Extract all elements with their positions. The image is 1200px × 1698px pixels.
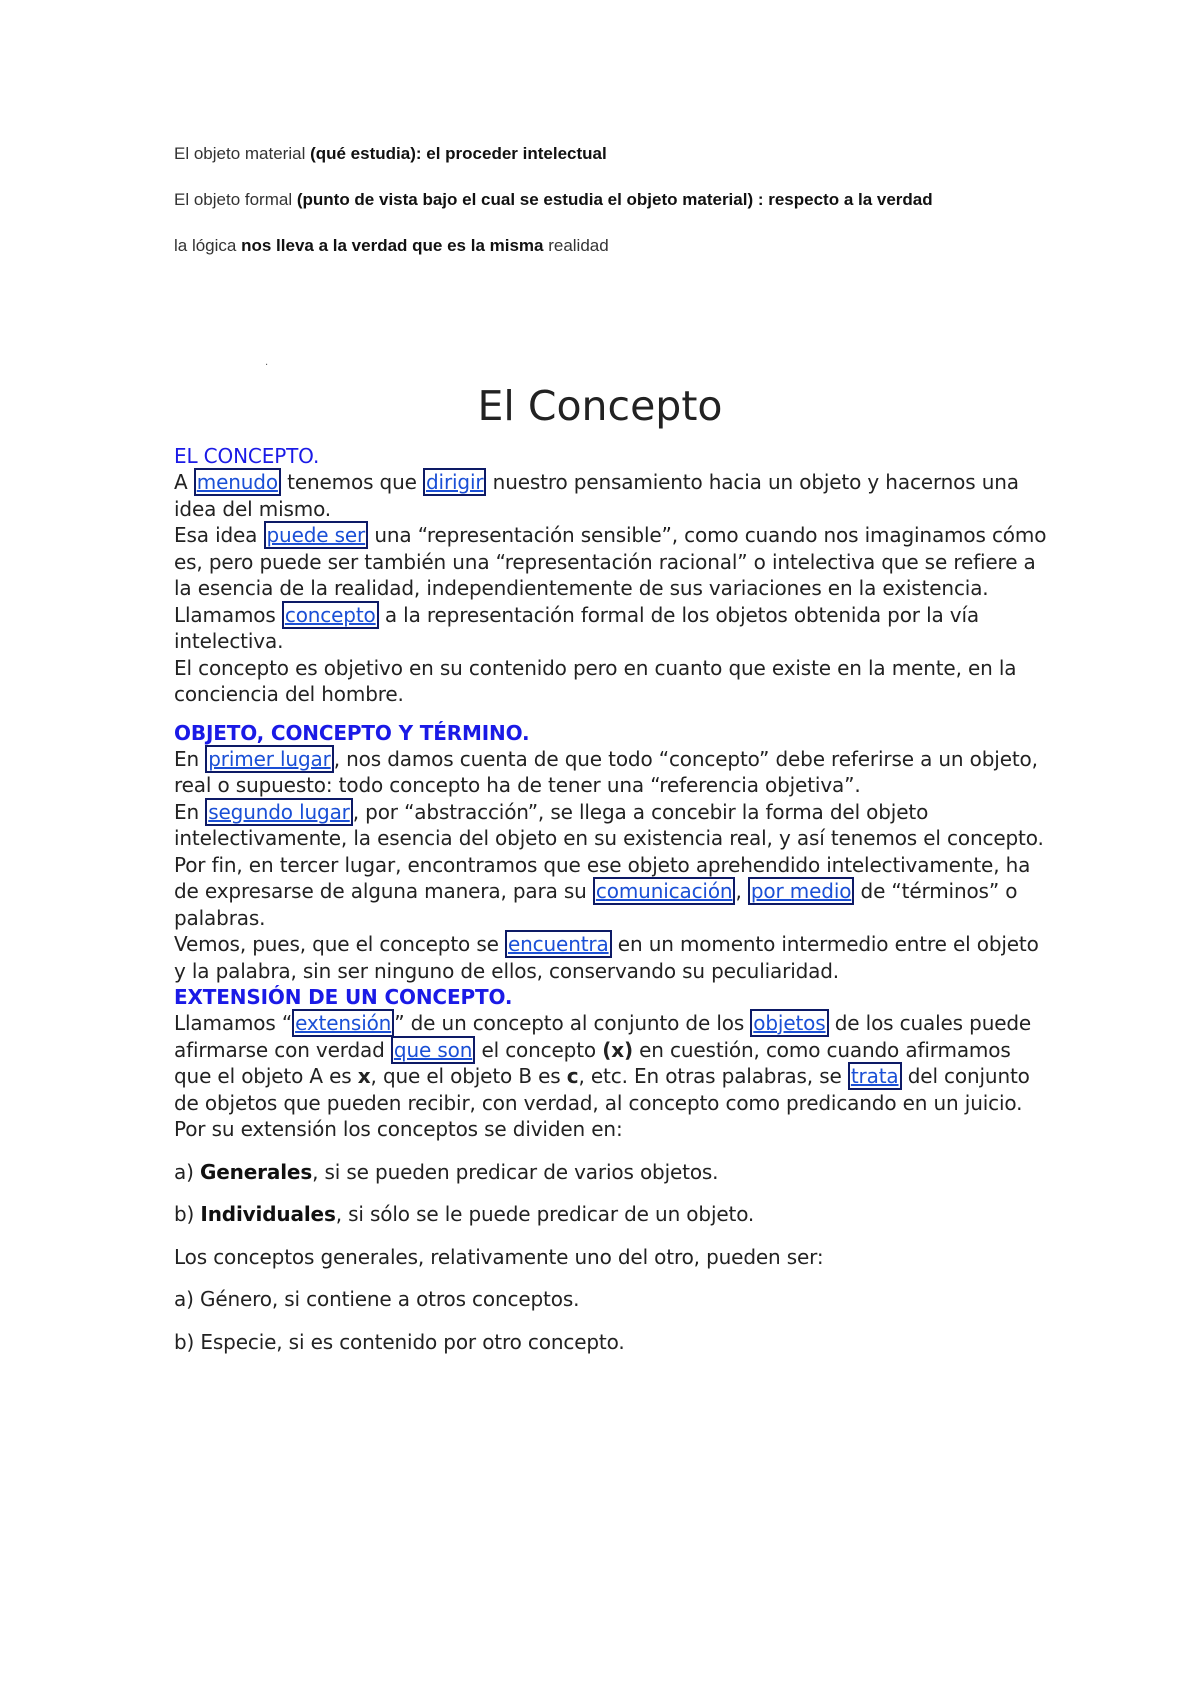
link-segundo-lugar[interactable]: segundo lugar: [205, 798, 353, 826]
paragraph: Llamamos concepto a la representación formal de los objetos obtenida por la vía intelectiva.: [174, 602, 979, 653]
list-item: a) Género, si contiene a otros conceptos.: [174, 1287, 580, 1311]
heading-objeto-concepto-termino: OBJETO, CONCEPTO Y TÉRMINO.: [174, 720, 530, 745]
link-extension[interactable]: extensión: [292, 1009, 394, 1037]
paragraph: A menudo tenemos que dirigir nuestro pensamiento hacia un objeto y hacernos una idea del mismo.: [174, 470, 1019, 521]
paragraph: En primer lugar , nos damos cuenta de que todo “concepto” debe referirse a un objeto, real o supuesto: todo concepto ha de tener una “referencia objetiva”.: [174, 746, 1038, 797]
paragraph: Por fin, en tercer lugar, encontramos que ese objeto aprehendido intelectivamente, ha de expresarse de alguna manera, para su comunicación , por medio de “términos” o palabras.: [174, 852, 1031, 930]
link-por-medio[interactable]: por medio: [748, 877, 854, 905]
intro-line-material: El objeto material (qué estudia): el proceder intelectual: [174, 144, 607, 163]
link-primer-lugar[interactable]: primer lugar: [205, 745, 333, 773]
link-objetos[interactable]: objetos: [750, 1009, 828, 1037]
list-item: a) Generales, si se pueden predicar de varios objetos.: [174, 1159, 719, 1184]
stray-dot: ·: [265, 360, 269, 371]
heading-extension: EXTENSIÓN DE UN CONCEPTO.: [174, 985, 513, 1009]
page-title: El Concepto: [477, 382, 723, 430]
list-item: Los conceptos generales, relativamente uno del otro, pueden ser:: [174, 1244, 824, 1269]
article-body: [174, 443, 1054, 1371]
paragraph: En segundo lugar , por “abstracción”, se llega a concebir la forma del objeto intelectivamente, la esencia del objeto en su existencia real, y así tenemos el concepto.: [174, 799, 1044, 850]
paragraph: Llamamos “ extensión ” de un concepto al conjunto de los objetos de los cuales puede afirmarse con verdad que son el concepto (x) en cuestión, como cuando afirmamos que el objeto A es x, que el objeto B es c, etc. En otras palabras, se trata del conjunto de objetos que pueden recibir, con verdad, al concepto como predicando en un juicio.: [174, 1011, 1032, 1115]
intro-line-formal: El objeto formal (punto de vista bajo el cual se estudia el objeto material) : respecto a la verdad: [174, 190, 933, 209]
paragraph: Vemos, pues, que el concepto se encuentra en un momento intermedio entre el objeto y la palabra, sin ser ninguno de ellos, conservando su peculiaridad.: [174, 932, 1039, 983]
link-dirigir[interactable]: dirigir: [423, 468, 486, 496]
link-encuentra[interactable]: encuentra: [505, 930, 612, 958]
link-puede-ser[interactable]: puede ser: [264, 521, 369, 549]
paragraph: El concepto es objetivo en su contenido pero en cuanto que existe en la mente, en la conciencia del hombre.: [174, 655, 1017, 706]
link-concepto[interactable]: concepto: [282, 601, 379, 629]
intro-line-logica: la lógica nos lleva a la verdad que es la misma realidad: [174, 236, 609, 255]
link-que-son[interactable]: que son: [391, 1036, 475, 1064]
intro-notes: [174, 142, 1054, 280]
link-comunicacion[interactable]: comunicación: [593, 877, 736, 905]
paragraph: Esa idea puede ser una “representación sensible”, como cuando nos imaginamos cómo es, pero puede ser también una “representación racional” o intelectiva que se refiere a la esencia de la realidad, independientemente de sus variaciones en la existencia.: [174, 523, 1047, 600]
list-item: b) Individuales, si sólo se le puede predicar de un objeto.: [174, 1202, 755, 1226]
link-menudo[interactable]: menudo: [194, 468, 281, 496]
paragraph: Por su extensión los conceptos se dividen en:: [174, 1117, 623, 1141]
classification-list: [174, 1159, 1054, 1356]
list-item: b) Especie, si es contenido por otro concepto.: [174, 1329, 625, 1354]
link-trata[interactable]: trata: [848, 1062, 902, 1090]
heading-el-concepto: EL CONCEPTO.: [174, 444, 320, 468]
